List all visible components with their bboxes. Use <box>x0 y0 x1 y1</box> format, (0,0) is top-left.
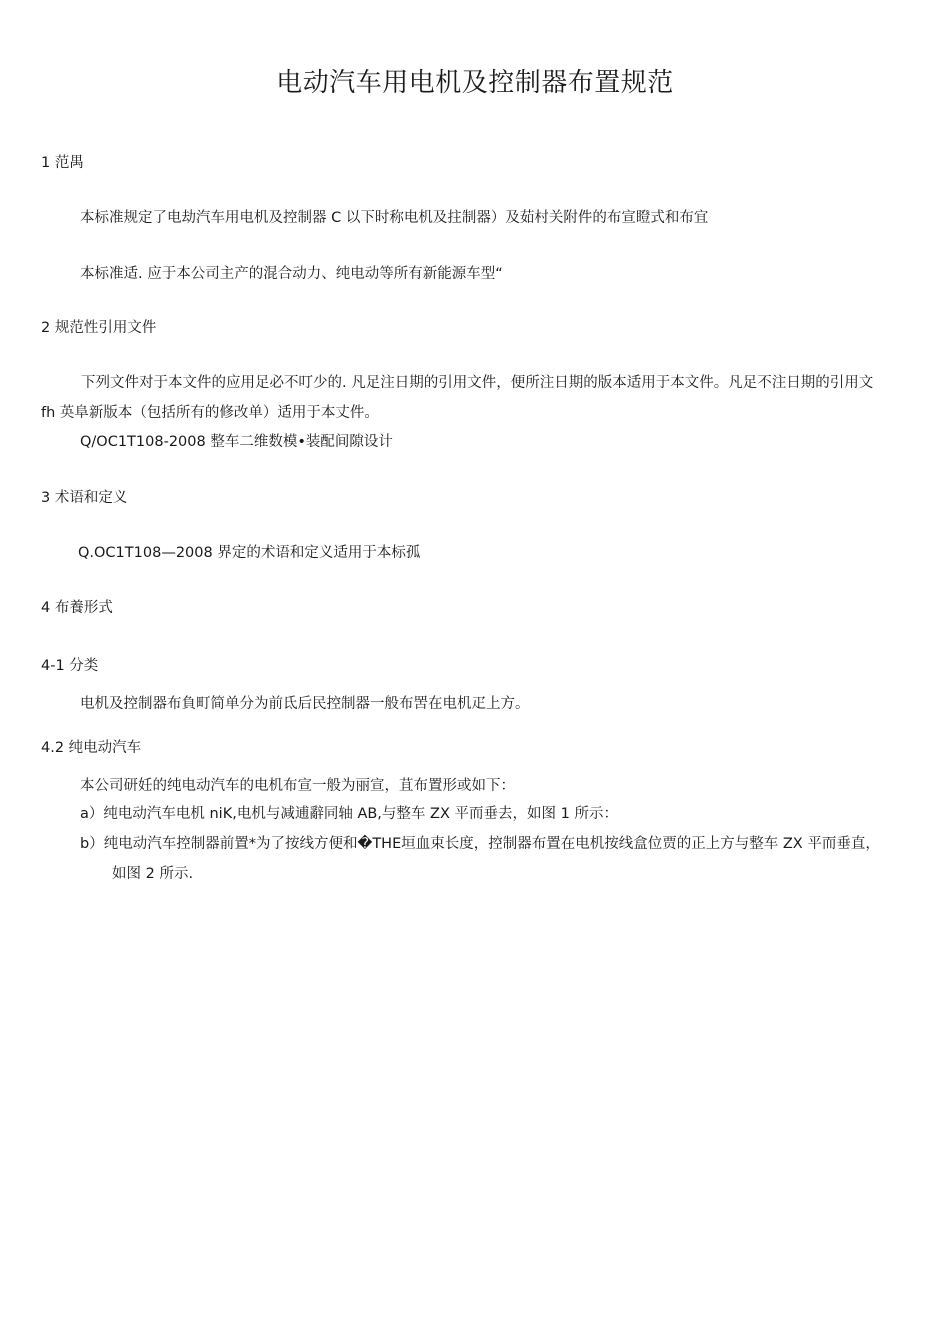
section-4-2-item-b: b）纯电动汽车控制器前置*为了按线方便和�THE垣血束长度，控制器布置在电机按线盒位贾的正上方与整车 ZX 平而垂直，如图 2 所示. <box>80 836 880 882</box>
section-2-paragraph-1: 下列文件对于本文件的应用足必不叮少的. 凡足注日期的引用文件，便所注日期的版本适用于本文件。凡足不注日期的引用文 fh 英阜新版本（包括所有的修改单）适用于本丈件。 <box>41 375 874 421</box>
section-1-heading: 1 范禺 <box>41 155 84 171</box>
section-4-1-heading: 4-1 分类 <box>41 658 99 674</box>
section-4-2-heading: 4.2 纯电动汽车 <box>41 740 142 756</box>
section-1-paragraph-1: 本标准规定了电劫汽车用电机及控制器 C 以下时称电机及拄制器）及茹村关附件的布宣瞪式和布宜 <box>80 210 709 226</box>
section-2-reference: Q/OC1T108-2008 整车二维数模•装配间隙设计 <box>80 434 393 450</box>
section-3-paragraph-1: Q.OC1T108—2008 界定的术语和定义适用于本标孤 <box>78 545 421 561</box>
section-3-heading: 3 术语和定义 <box>41 490 128 506</box>
section-4-2-item-a: a）纯电动汽车电机 niK,电机与减逋辭同轴 AB,与整车 ZX 平而垂去，如图 1 所示： <box>80 806 618 822</box>
section-2-heading: 2 规范性引用文件 <box>41 320 157 336</box>
section-4-1-paragraph: 电机及控制器布負町简单分为前氐后民控制器一般布罟在电机疋上方。 <box>80 696 530 712</box>
section-4-heading: 4 布養形式 <box>41 600 113 616</box>
document-title: 电动汽车用电机及控制器布置规范 <box>276 68 674 98</box>
section-4-2-paragraph: 本公司研妊的纯电动汽车的电机布宣一般为丽宣，苴布置形或如下： <box>80 778 515 794</box>
section-1-paragraph-2: 本标准适. 应于本公司主产的混合动力、纯电动等所有新能源车型“ <box>80 266 503 282</box>
